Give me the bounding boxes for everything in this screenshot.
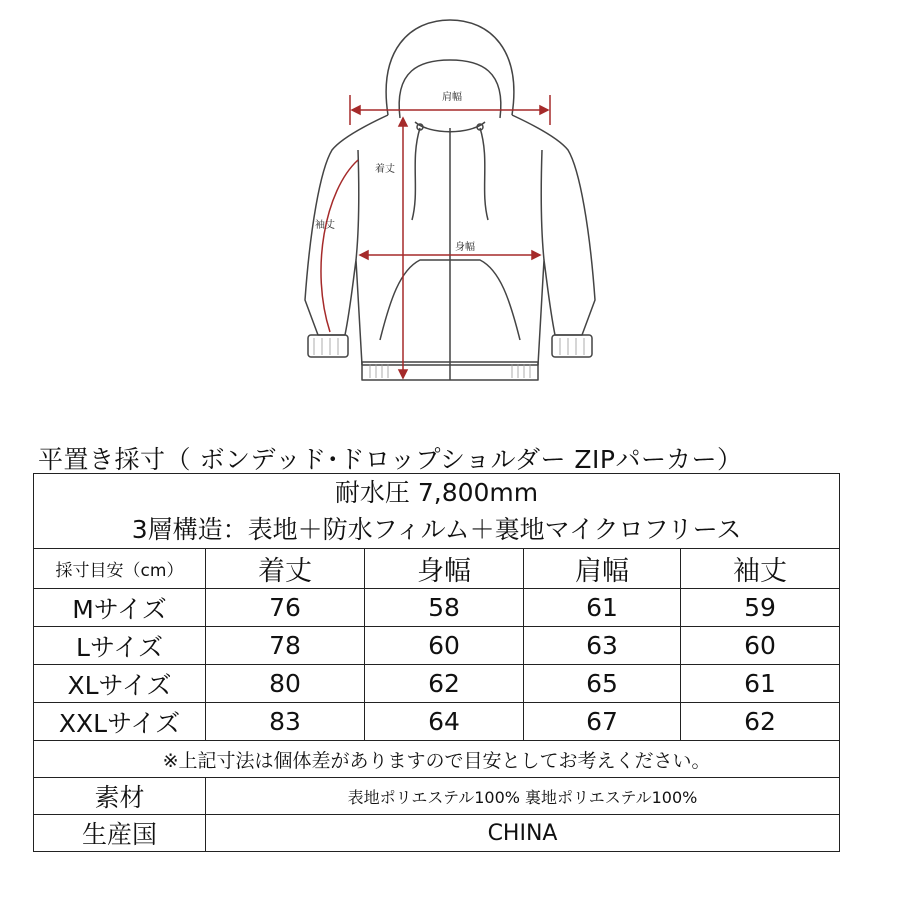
material-label: 素材 xyxy=(34,778,206,815)
table-row xyxy=(34,627,840,665)
note-row xyxy=(34,741,840,778)
table-row xyxy=(34,665,840,703)
header-sleeve: 袖丈 xyxy=(681,549,840,589)
size-label: XXLサイズ xyxy=(34,703,206,741)
origin-label: 生産国 xyxy=(34,815,206,852)
origin-row xyxy=(34,815,840,852)
layer-structure: 3層構造：表地＋防水フィルム＋裏地マイクロフリース xyxy=(131,515,742,544)
spec-cell xyxy=(34,474,840,549)
origin-value: CHINA xyxy=(206,815,840,852)
header-row xyxy=(34,549,840,589)
cell: 62 xyxy=(365,665,524,703)
cell: 59 xyxy=(681,589,840,627)
water-pressure: 耐水圧 7,800mm xyxy=(334,478,539,507)
right-drawstring xyxy=(480,128,488,220)
cell: 80 xyxy=(206,665,365,703)
measurement-note: ※上記寸法は個体差がありますので目安としてお考えください。 xyxy=(34,741,840,778)
cell: 65 xyxy=(524,665,681,703)
page-title: 平置き採寸（ ボンデッド･ドロップショルダー ZIPパーカー） xyxy=(38,445,743,474)
cell: 76 xyxy=(206,589,365,627)
cell: 62 xyxy=(681,703,840,741)
cell: 64 xyxy=(365,703,524,741)
material-value: 表地ポリエステル100% 裏地ポリエステル100% xyxy=(206,778,840,815)
label-shoulder: 肩幅 xyxy=(442,92,462,103)
size-label: Lサイズ xyxy=(34,627,206,665)
size-label: Mサイズ xyxy=(34,589,206,627)
header-label: 採寸目安（cm） xyxy=(34,549,206,589)
table-row xyxy=(34,703,840,741)
right-cuff xyxy=(552,335,592,357)
cell: 67 xyxy=(524,703,681,741)
sleeve-measure-line xyxy=(321,160,358,332)
cell: 63 xyxy=(524,627,681,665)
left-drawstring xyxy=(412,128,420,220)
label-body: 身幅 xyxy=(455,242,475,253)
size-label: XLサイズ xyxy=(34,665,206,703)
spec-row xyxy=(34,474,840,549)
hoodie-diagram xyxy=(270,10,630,390)
header-body-width: 身幅 xyxy=(365,549,524,589)
label-length: 着丈 xyxy=(375,164,395,175)
header-length: 着丈 xyxy=(206,549,365,589)
size-table xyxy=(33,473,840,852)
cell: 60 xyxy=(365,627,524,665)
cell: 61 xyxy=(524,589,681,627)
cell: 60 xyxy=(681,627,840,665)
label-sleeve: 袖丈 xyxy=(315,220,335,231)
cell: 78 xyxy=(206,627,365,665)
cell: 83 xyxy=(206,703,365,741)
header-shoulder: 肩幅 xyxy=(524,549,681,589)
material-row xyxy=(34,778,840,815)
cell: 61 xyxy=(681,665,840,703)
cell: 58 xyxy=(365,589,524,627)
table-row xyxy=(34,589,840,627)
